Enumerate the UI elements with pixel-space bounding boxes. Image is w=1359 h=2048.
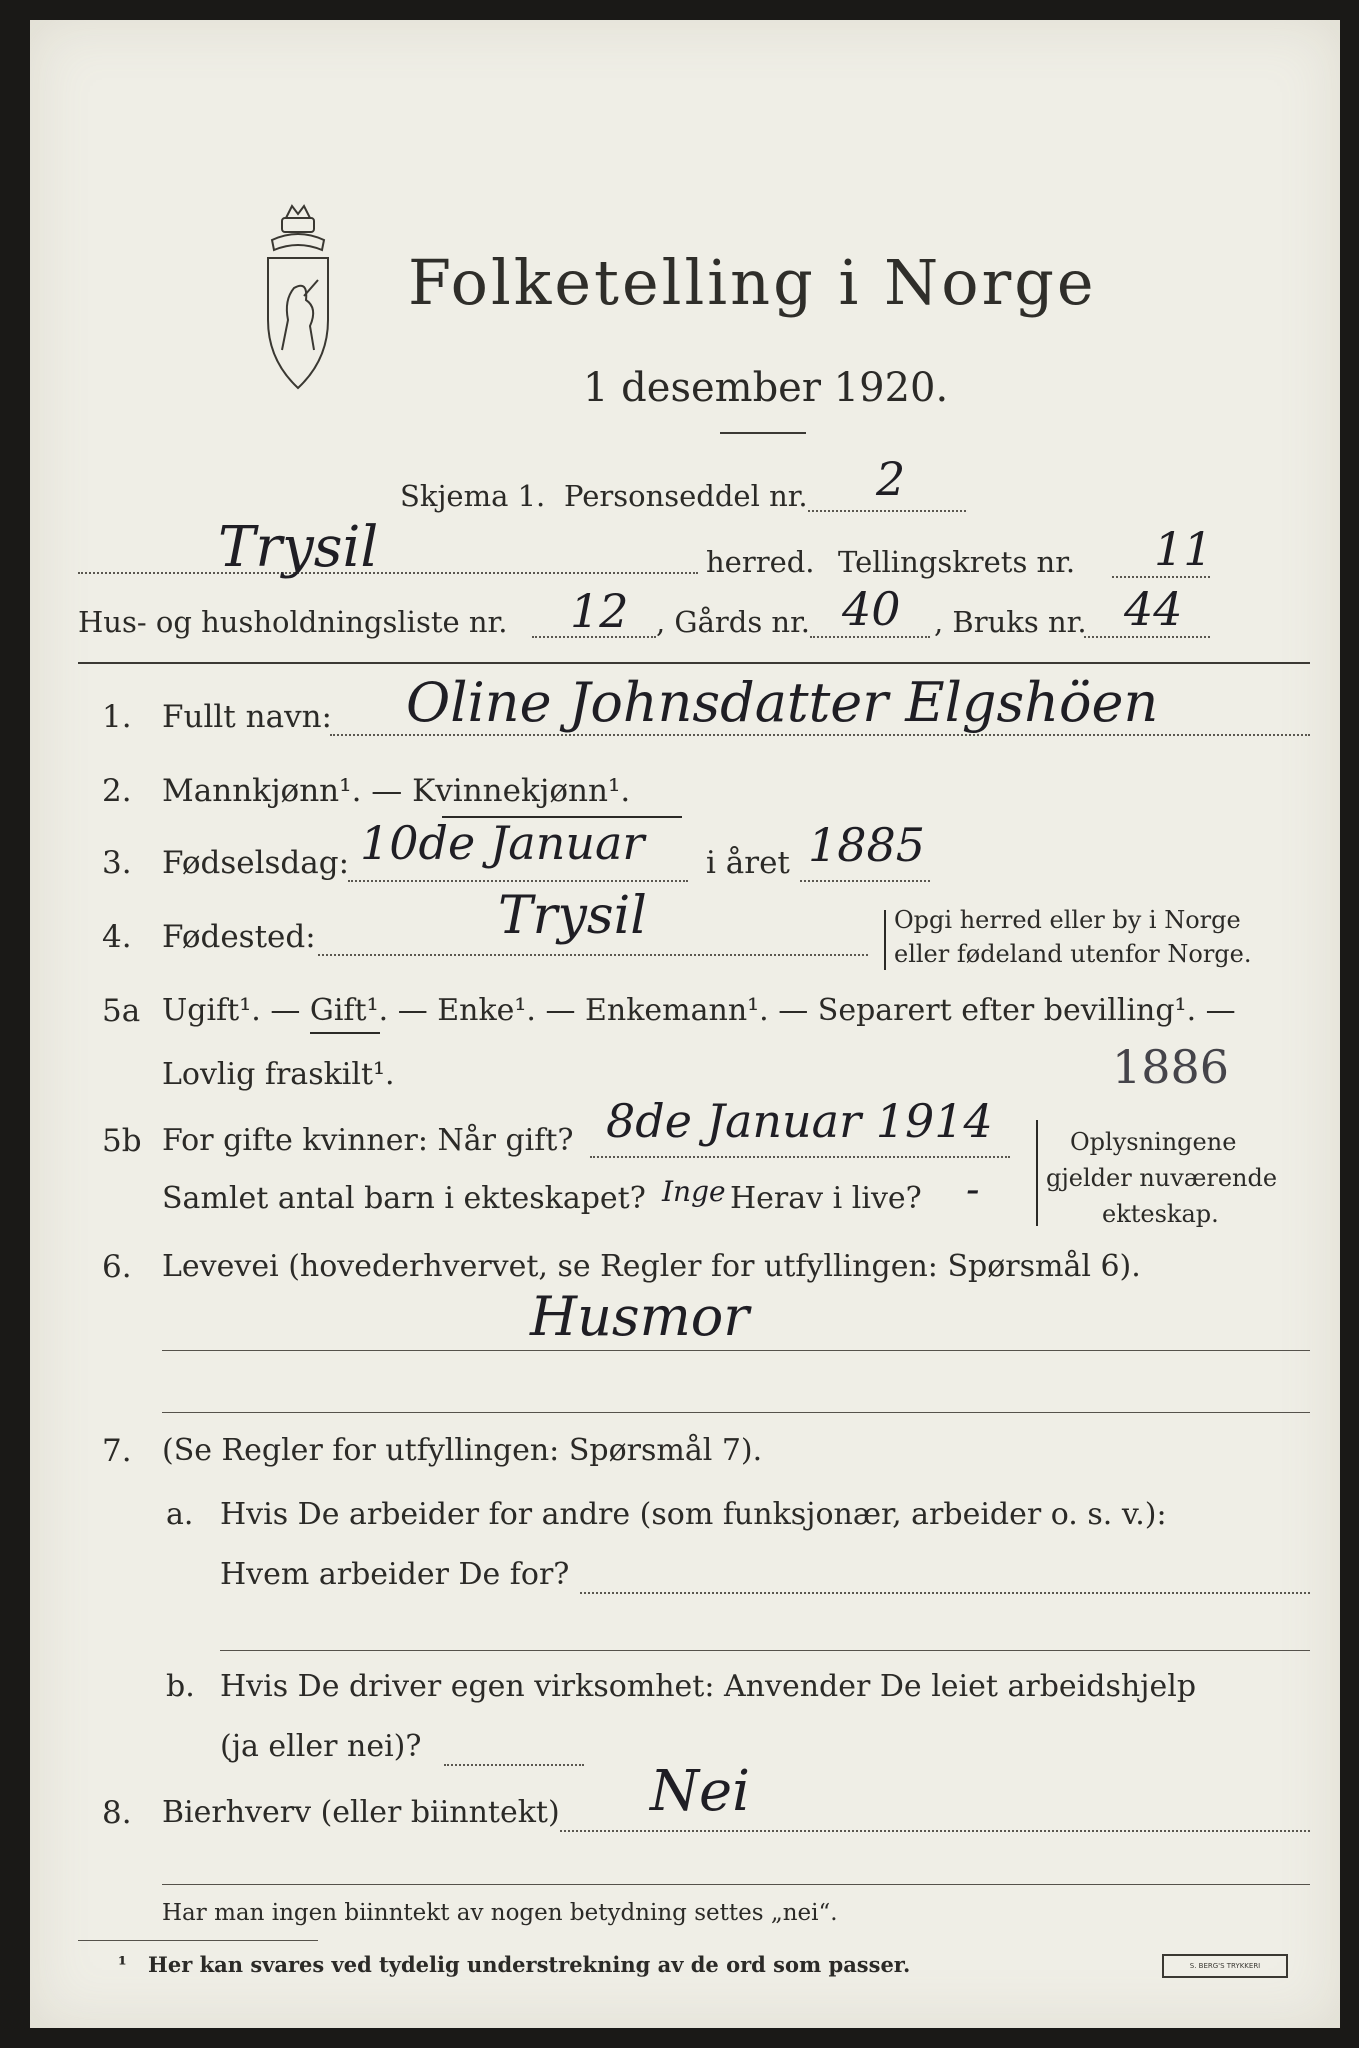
q5a-line1: Ugift¹. — Gift¹. — Enke¹. — Enkemann¹. — Separert efter bevilling¹. —: [162, 993, 1236, 1028]
gards-label: , Gårds nr.: [656, 605, 810, 639]
secondary-income-value: Nei: [650, 1759, 751, 1824]
gards-value: 40: [842, 582, 901, 636]
footer-note: Har man ingen biinntekt av nogen betydning settes „nei“.: [162, 1900, 838, 1926]
form-title: Folketelling i Norge: [408, 246, 1097, 319]
q3-number: 3.: [102, 845, 132, 881]
q5b-label1: For gifte kvinner: Når gift?: [162, 1123, 574, 1158]
q7a-line1: Hvis De arbeider for andre (som funksjonær, arbeider o. s. v.):: [220, 1497, 1167, 1532]
q5b-number: 5b: [102, 1123, 142, 1159]
birth-year-value: 1885: [808, 818, 926, 872]
birthplace-value: Trysil: [498, 886, 647, 946]
q6-label: Levevei (hovederhvervet, se Regler for utfyllingen: Spørsmål 6).: [162, 1249, 1141, 1284]
q5b-label2: Samlet antal barn i ekteskapet?: [162, 1181, 646, 1216]
q5b-note-line3: ekteskap.: [1102, 1200, 1219, 1228]
children-count-value: Inge: [662, 1175, 726, 1208]
herred-label: herred.: [706, 545, 815, 579]
q7b-line2: (ja eller nei)?: [220, 1729, 422, 1764]
marriage-date-value: 8de Januar 1914: [606, 1094, 993, 1148]
q7a-letter: a.: [166, 1497, 194, 1532]
header-divider: [78, 662, 1310, 664]
q8-number: 8.: [102, 1795, 132, 1831]
q7a-line2: Hvem arbeider De for?: [220, 1557, 570, 1592]
husliste-value: 12: [570, 584, 629, 638]
q7b-line1: Hvis De driver egen virksomhet: Anvender De leiet arbeidshjelp: [220, 1669, 1197, 1704]
q4-label: Fødested:: [162, 919, 316, 955]
q5b-note-line2: gjelder nuværende: [1046, 1164, 1278, 1192]
q4-note-line1: Opgi herred eller by i Norge: [894, 906, 1241, 934]
husliste-label: Hus- og husholdningsliste nr.: [78, 605, 508, 639]
footnote-mark: ¹: [118, 1952, 127, 1976]
herred-value: Trysil: [218, 515, 379, 580]
q4-number: 4.: [102, 919, 132, 955]
tellingskrets-value: 11: [1154, 522, 1213, 576]
bruks-label: , Bruks nr.: [934, 605, 1087, 639]
q2-label: Mannkjønn¹. — Kvinnekjønn¹.: [162, 773, 631, 809]
occupation-value: Husmor: [530, 1285, 750, 1348]
footnote-text: Her kan svares ved tydelig understrekning av de ord som passer.: [148, 1952, 911, 1977]
children-alive-value: -: [966, 1167, 980, 1213]
norwegian-coat-of-arms-icon: [248, 200, 348, 400]
q7-label: (Se Regler for utfyllingen: Spørsmål 7).: [162, 1433, 763, 1468]
tellingskrets-label: Tellingskrets nr.: [838, 545, 1076, 579]
q4-note-line2: eller fødeland utenfor Norge.: [894, 940, 1252, 968]
q5a-number: 5a: [102, 993, 141, 1029]
q5b-label3: Herav i live?: [730, 1181, 922, 1216]
full-name-value: Oline Johnsdatter Elgshöen: [406, 671, 1159, 734]
q5b-note-line1: Oplysningene: [1070, 1128, 1237, 1156]
year-label: i året: [706, 845, 790, 881]
personseddel-value: 2: [876, 452, 906, 506]
census-form-paper: [30, 20, 1340, 2028]
q1-number: 1.: [102, 699, 132, 735]
q6-number: 6.: [102, 1249, 132, 1285]
q1-label: Fullt navn:: [162, 699, 332, 735]
personseddel-label: Personseddel nr.: [564, 479, 808, 513]
census-date: 1 desember 1920.: [583, 365, 949, 411]
margin-year-note: 1886: [1112, 1040, 1230, 1094]
q7b-letter: b.: [166, 1669, 195, 1704]
printer-stamp: [1162, 1954, 1288, 1978]
q3-label: Fødselsdag:: [162, 845, 350, 881]
q8-label: Bierhverv (eller biinntekt): [162, 1795, 560, 1830]
q2-number: 2.: [102, 773, 132, 809]
title-divider: [720, 432, 806, 434]
q7-number: 7.: [102, 1433, 132, 1469]
bruks-value: 44: [1124, 582, 1183, 636]
gift-underline: [310, 1032, 380, 1034]
birth-day-value: 10de Januar: [360, 816, 645, 870]
skjema-label: Skjema 1.: [400, 479, 546, 513]
printer-stamp-text: S. BERG'S TRYKKERI: [1189, 1962, 1261, 1970]
q5a-line2: Lovlig fraskilt¹.: [162, 1057, 395, 1092]
